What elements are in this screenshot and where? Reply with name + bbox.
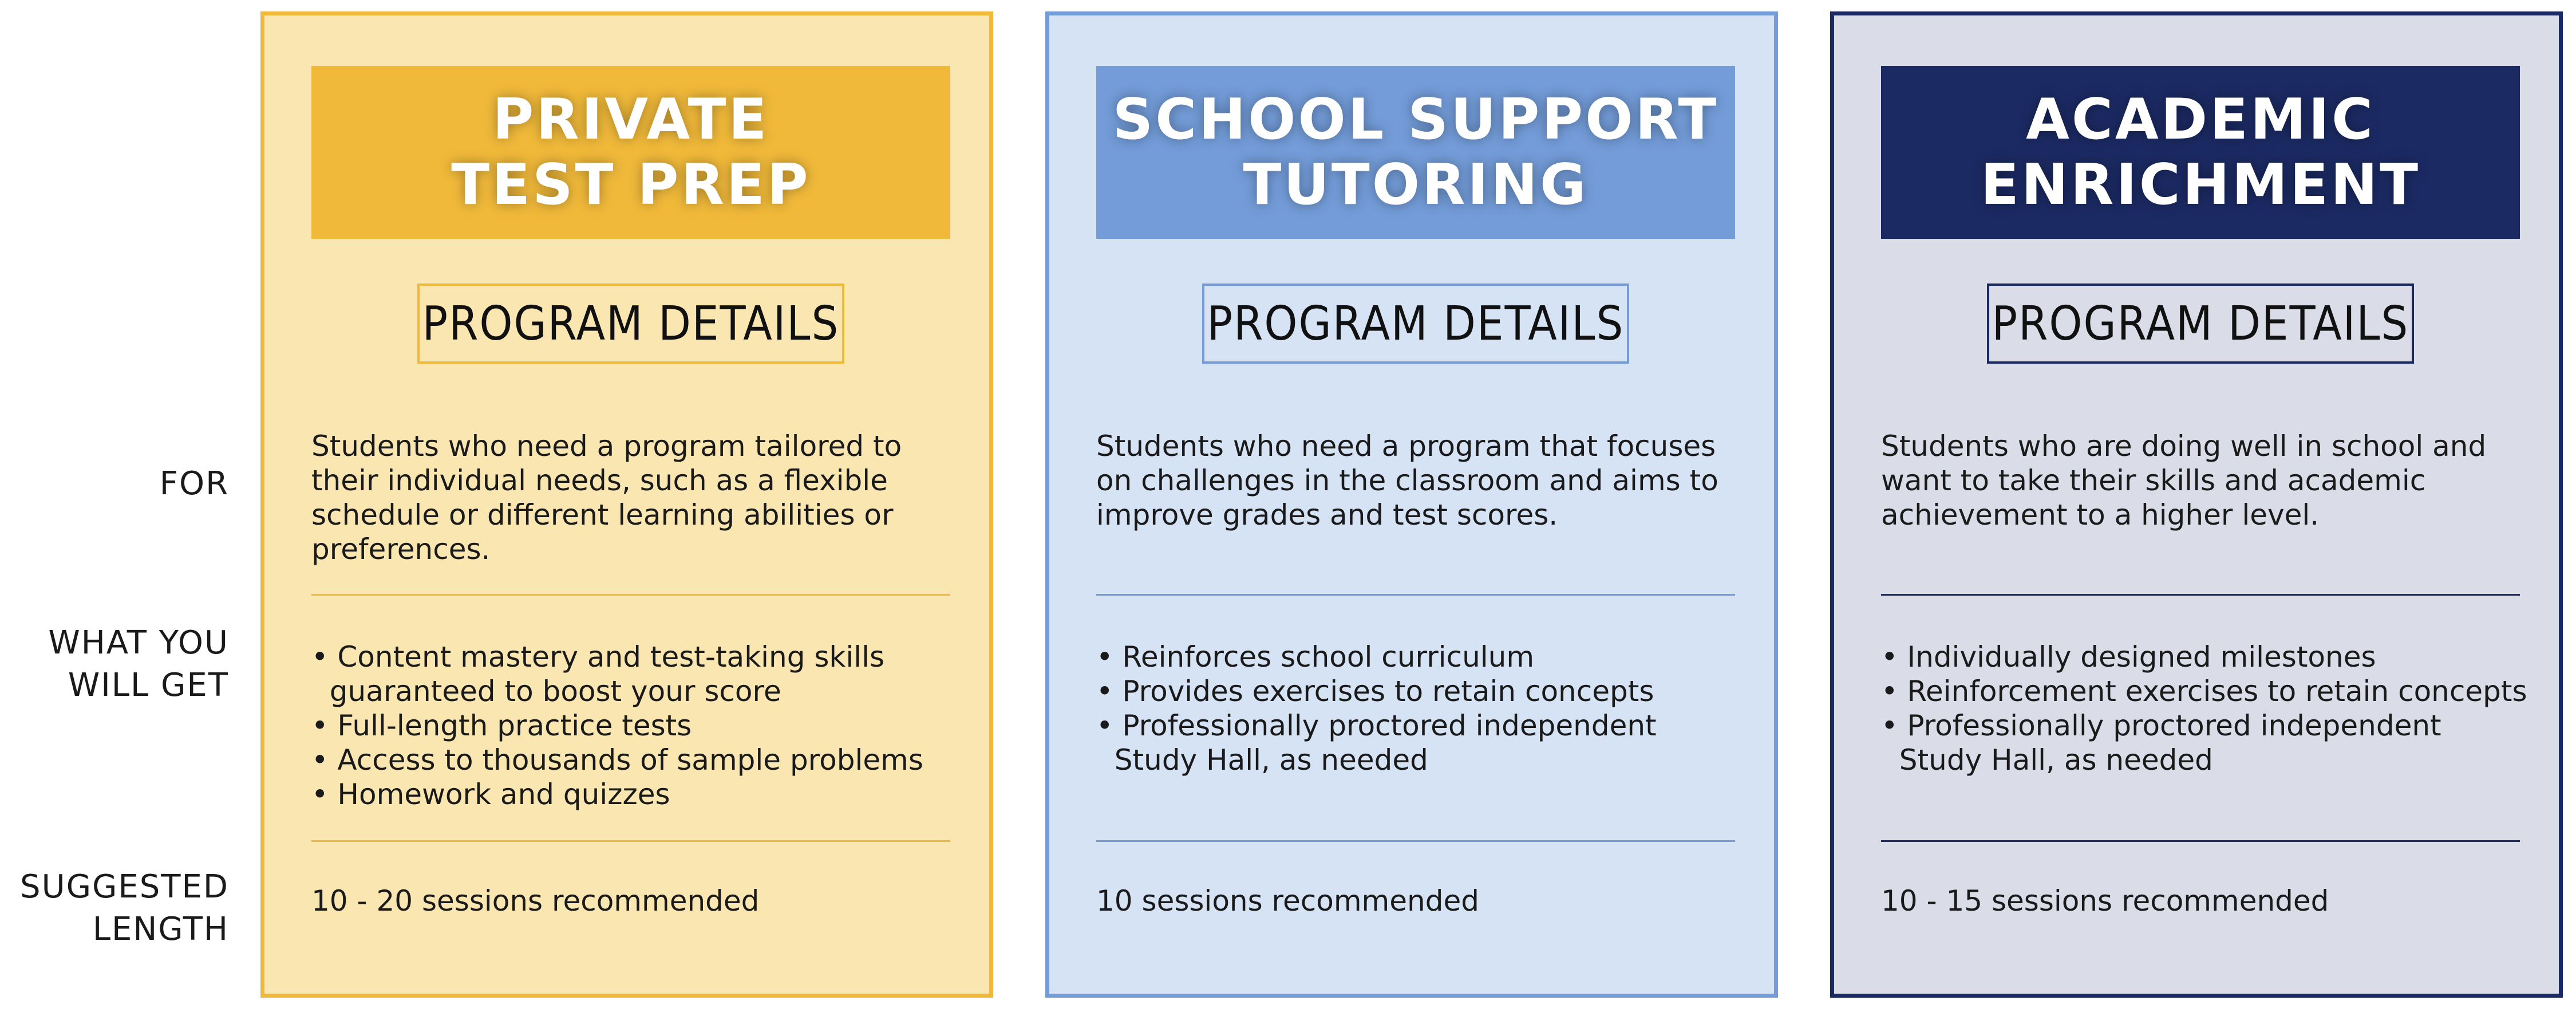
list-item: • Reinforcement exercises to retain concepts (1881, 675, 2527, 708)
list-item: • Full-length practice tests (311, 709, 692, 742)
program-length-text: 10 sessions recommended (1096, 884, 1479, 918)
list-item: • Professionally proctored independent (1881, 709, 2441, 742)
list-item: • Content mastery and test-taking skills (311, 640, 885, 674)
list-item: • Individually designed milestones (1881, 640, 2376, 674)
program-title: ACADEMIC ENRICHMENT (1881, 66, 2520, 239)
divider (311, 840, 950, 842)
row-label-suggested-length: SUGGESTED LENGTH (20, 868, 229, 948)
program-benefits-list (1096, 640, 1760, 777)
row-label-what-you-will-get: WHAT YOU WILL GET (48, 624, 229, 704)
program-details-label: PROGRAM DETAILS (417, 283, 844, 364)
row-label-for: FOR (159, 465, 229, 502)
program-details-label: PROGRAM DETAILS (1202, 283, 1629, 364)
program-for-text: Students who need a program tailored to their individual needs, such as a flexible schedule or different learning abilities or preferences. (311, 430, 902, 566)
program-card-academic-enrichment (1830, 11, 2563, 998)
divider (1096, 594, 1735, 596)
program-length-text: 10 - 20 sessions recommended (311, 884, 760, 918)
program-details-label: PROGRAM DETAILS (1987, 283, 2414, 364)
program-for-text: Students who are doing well in school and want to take their skills and academic achievement to a higher level. (1881, 430, 2487, 531)
program-title: PRIVATE TEST PREP (311, 66, 950, 239)
list-item: guaranteed to boost your score (311, 675, 781, 708)
program-benefits-list (1881, 640, 2545, 777)
list-item: Study Hall, as needed (1881, 743, 2213, 777)
list-item: • Reinforces school curriculum (1096, 640, 1535, 674)
program-card-school-support-tutoring (1045, 11, 1778, 998)
list-item: Study Hall, as needed (1096, 743, 1428, 777)
program-title: SCHOOL SUPPORT TUTORING (1096, 66, 1735, 239)
program-for-text: Students who need a program that focuses on challenges in the classroom and aims to improve grades and test scores. (1096, 430, 1718, 531)
divider (1881, 840, 2520, 842)
program-benefits-list (311, 640, 975, 812)
program-card-private-test-prep (260, 11, 993, 998)
divider (1096, 840, 1735, 842)
list-item: • Access to thousands of sample problems (311, 743, 923, 777)
divider (1881, 594, 2520, 596)
program-length-text: 10 - 15 sessions recommended (1881, 884, 2329, 918)
list-item: • Professionally proctored independent (1096, 709, 1657, 742)
list-item: • Homework and quizzes (311, 778, 670, 811)
divider (311, 594, 950, 596)
list-item: • Provides exercises to retain concepts (1096, 675, 1654, 708)
